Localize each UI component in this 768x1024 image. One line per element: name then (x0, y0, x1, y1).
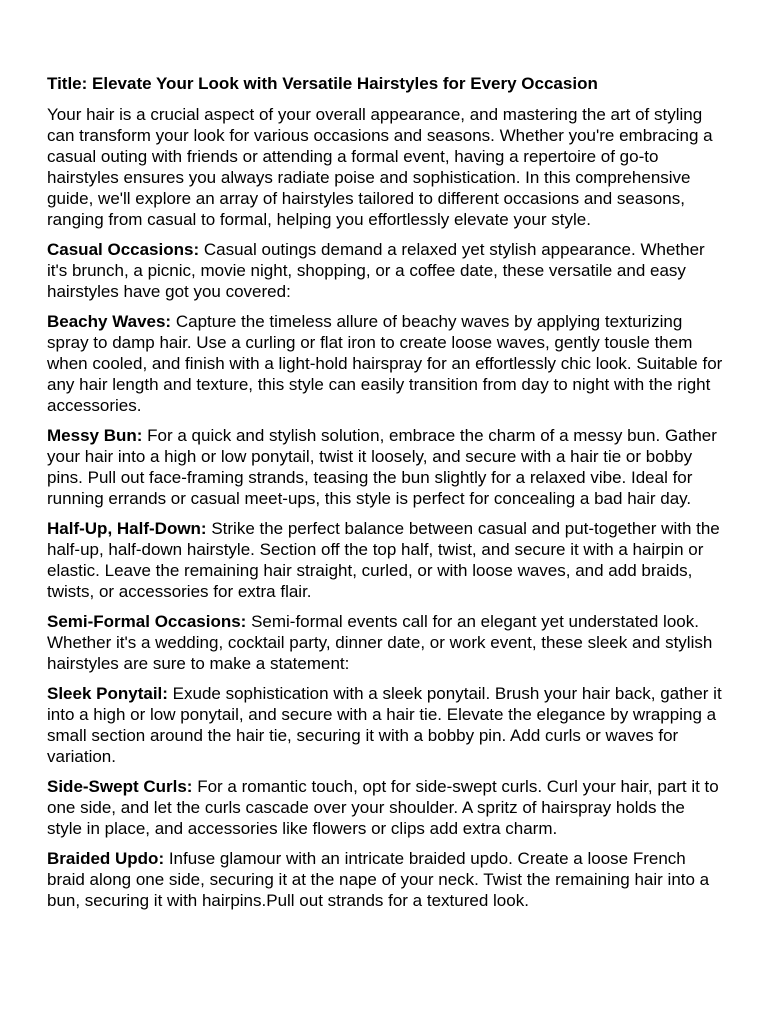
section-sleek-ponytail (47, 683, 724, 767)
document-title: Title: Elevate Your Look with Versatile Hairstyles for Every Occasion (47, 74, 598, 93)
section-heading: Sleek Ponytail: (47, 684, 168, 703)
section-heading: Casual Occasions: (47, 240, 200, 259)
section-body: Strike the perfect balance between casual and put-together with the half-up, half-down hairstyle. Section off the top half, twist, and secure it with a hairpin or elastic. Leave the remaining hair straight, curled, or with loose waves, and add braids, twists, or accessories for extra flair. (47, 519, 720, 601)
section-half-up-half-down (47, 518, 724, 602)
section-casual-occasions (47, 239, 724, 302)
section-heading: Half-Up, Half-Down: (47, 519, 207, 538)
intro-paragraph: Your hair is a crucial aspect of your overall appearance, and mastering the art of styling can transform your look for various occasions and seasons. Whether you're embracing a casual outing with friends or attending a formal event, having a repertoire of go-to hairstyles ensures you always radiate poise and sophistication. In this comprehensive guide, we'll explore an array of hairstyles tailored to different occasions and seasons, ranging from casual to formal, helping you effortlessly elevate your style. (47, 105, 713, 229)
section-messy-bun (47, 425, 724, 509)
section-body: For a romantic touch, opt for side-swept curls. Curl your hair, part it to one side, and let the curls cascade over your shoulder. A spritz of hairspray holds the style in place, and accessories like flowers or clips add extra charm. (47, 777, 719, 838)
section-heading: Braided Updo: (47, 849, 165, 868)
section-body: For a quick and stylish solution, embrace the charm of a messy bun. Gather your hair into a high or low ponytail, twist it loosely, and secure with a hair tie or bobby pins. Pull out face-framing strands, teasing the bun slightly for a relaxed vibe. Ideal for running errands or casual meet-ups, this style is perfect for concealing a bad hair day. (47, 426, 717, 508)
section-body: Exude sophistication with a sleek ponytail. Brush your hair back, gather it into a high or low ponytail, and secure with a hair tie. Elevate the elegance by wrapping a small section around the hair tie, securing it with a bobby pin. Add curls or waves for variation. (47, 684, 722, 766)
section-body: Casual outings demand a relaxed yet stylish appearance. Whether it's brunch, a picnic, movie night, shopping, or a coffee date, these versatile and easy hairstyles have got you covered: (47, 240, 705, 301)
section-body: Infuse glamour with an intricate braided updo. Create a loose French braid along one side, securing it at the nape of your neck. Twist the remaining hair into a bun, securing it with hairpins.Pull out strands for a textured look. (47, 849, 710, 910)
section-beachy-waves (47, 311, 724, 416)
section-side-swept-curls (47, 776, 724, 839)
section-braided-updo (47, 848, 724, 911)
section-heading: Messy Bun: (47, 426, 143, 445)
section-body: Capture the timeless allure of beachy waves by applying texturizing spray to damp hair. Use a curling or flat iron to create loose waves, gently tousle them when cooled, and finish with a light-hold hairspray for an effortlessly chic look. Suitable for any hair length and texture, this style can easily transition from day to night with the right accessories. (47, 312, 723, 415)
section-heading: Beachy Waves: (47, 312, 172, 331)
section-body: Semi-formal events call for an elegant yet understated look. Whether it's a wedding, cocktail party, dinner date, or work event, these sleek and stylish hairstyles are sure to make a statement: (47, 612, 713, 673)
section-heading: Side-Swept Curls: (47, 777, 193, 796)
section-heading: Semi-Formal Occasions: (47, 612, 247, 631)
section-semi-formal-occasions (47, 611, 724, 674)
